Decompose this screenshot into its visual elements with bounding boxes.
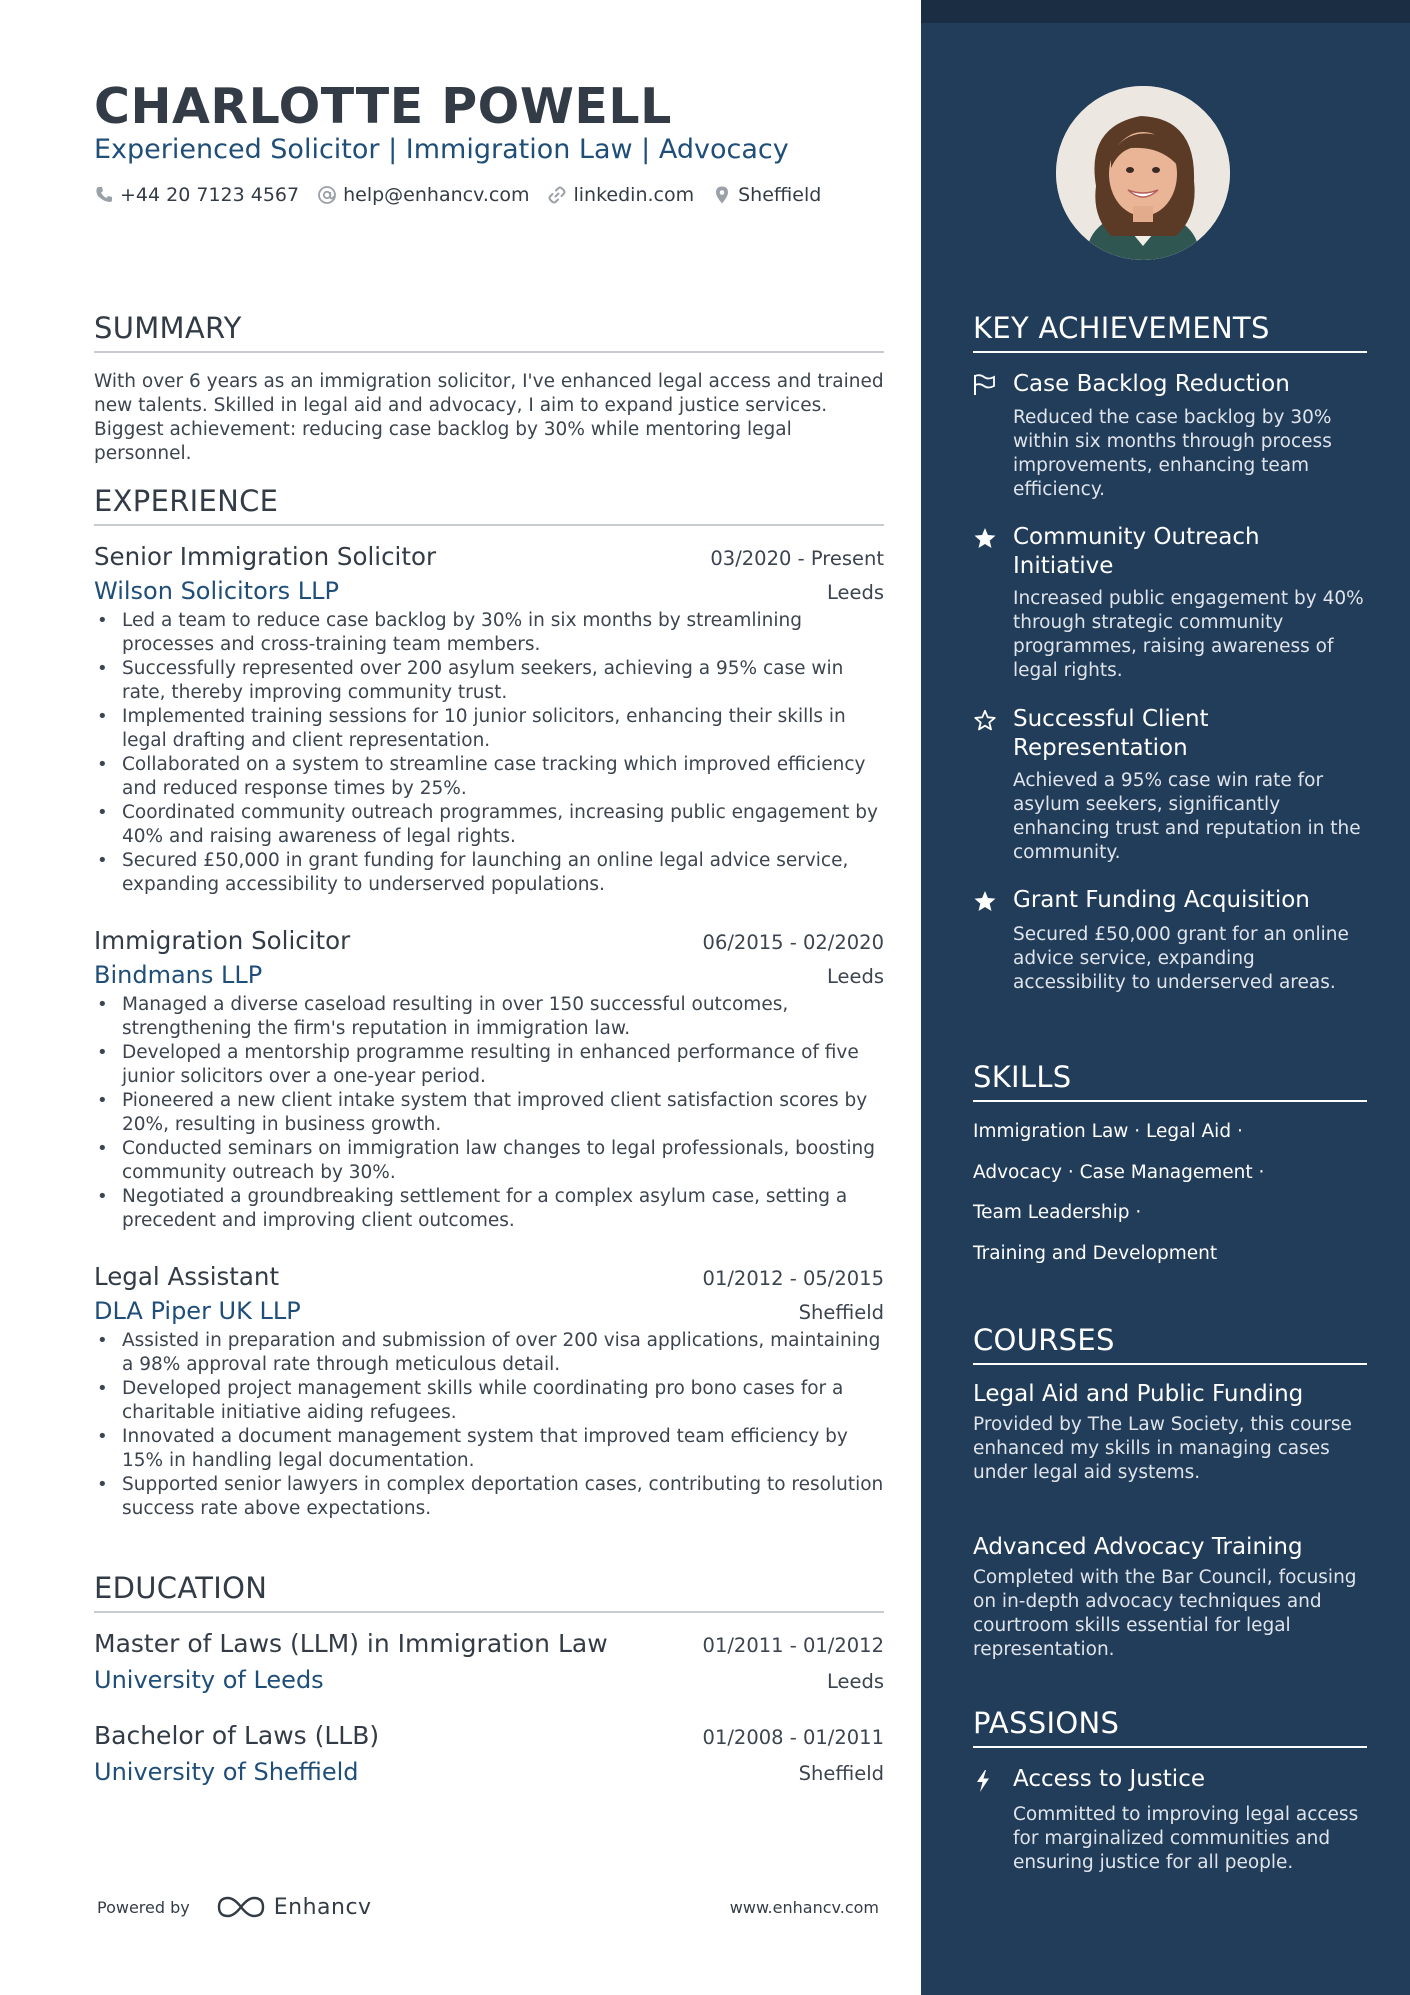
location-pin-icon (712, 185, 732, 205)
course-title: Legal Aid and Public Funding (973, 1381, 1304, 1407)
education-heading: EDUCATION (94, 1571, 884, 1613)
edu-dates: 01/2011 - 01/2012 (702, 1634, 884, 1657)
passion-title: Access to Justice (1013, 1766, 1205, 1792)
job-bullet: • Managed a diverse caseload resulting in over 150 successful outcomes, strengthening the firm's reputation in immigration law. (94, 993, 884, 1041)
contact-linkedin[interactable] (547, 184, 694, 206)
job-bullet: • Collaborated on a system to streamline case tracking which improved efficiency and reduced response times by 25%. (94, 753, 884, 801)
job-bullet: • Conducted seminars on immigration law changes to legal professionals, boosting community outreach by 30%. (94, 1137, 884, 1185)
experience-heading: EXPERIENCE (94, 484, 884, 526)
star-outline-icon (973, 709, 997, 732)
sidebar-top-band (921, 0, 1410, 23)
job-bullets (94, 993, 884, 1233)
job-bullets (94, 1329, 884, 1521)
powered-by-label: Powered by (97, 1897, 190, 1917)
contact-location (712, 184, 821, 206)
job-bullet: • Coordinated community outreach programmes, increasing public engagement by 40% and raising awareness of legal rights. (94, 801, 884, 849)
skills-line: Team Leadership · (973, 1202, 1142, 1223)
job-bullet: • Developed a mentorship programme resulting in enhanced performance of five junior solicitors over a one-year period. (94, 1041, 884, 1089)
footer (97, 1894, 879, 1920)
job-bullets (94, 609, 884, 897)
edu-school: University of Leeds (94, 1666, 324, 1694)
candidate-title: Experienced Solicitor | Immigration Law | Advocacy (94, 134, 789, 165)
achievements-heading: KEY ACHIEVEMENTS (973, 311, 1367, 353)
skills-line: Immigration Law · Legal Aid · (973, 1121, 1243, 1142)
job-bullet: • Pioneered a new client intake system that improved client satisfaction scores by 20%, resulting in business growth. (94, 1089, 884, 1137)
education-entry (94, 1721, 884, 1786)
enhancv-logo-icon (216, 1894, 266, 1920)
achievement-title: Community Outreach Initiative (1013, 524, 1260, 579)
edu-school: University of Sheffield (94, 1758, 359, 1786)
job-entry (94, 926, 884, 1233)
course-desc: Completed with the Bar Council, focusing on in-depth advocacy techniques and courtroom skills essential for legal representation. (973, 1567, 1357, 1660)
job-role: Senior Immigration Solicitor (94, 542, 437, 571)
job-location: Leeds (826, 581, 884, 604)
skills-list (973, 1118, 1367, 1280)
summary-text: With over 6 years as an immigration solicitor, I've enhanced legal access and trained new talents. Skilled in legal aid and advocacy, I aim to expand justice services. Biggest achievement: reducing case backlog by 30% while mentoring legal personnel. (94, 371, 884, 464)
passion-desc: Committed to improving legal access for marginalized communities and ensuring justice for all people. (1013, 1804, 1359, 1873)
job-bullet: • Led a team to reduce case backlog by 30% in six months by streamlining processes and cross-training team members. (94, 609, 884, 657)
job-bullet: • Innovated a document management system that improved team efficiency by 15% in handling legal documentation. (94, 1425, 884, 1473)
edu-location: Leeds (826, 1670, 884, 1693)
job-company: Bindmans LLP (94, 961, 263, 989)
skills-heading: SKILLS (973, 1060, 1367, 1102)
job-bullet: • Developed project management skills while coordinating pro bono cases for a charitable initiative aiding refugees. (94, 1377, 884, 1425)
job-bullet: • Implemented training sessions for 10 junior solicitors, enhancing their skills in legal drafting and client representation. (94, 705, 884, 753)
location-text: Sheffield (738, 184, 822, 206)
job-dates: 01/2012 - 05/2015 (702, 1267, 884, 1290)
at-icon (317, 185, 337, 205)
job-company: Wilson Solicitors LLP (94, 577, 339, 605)
achievement-desc: Achieved a 95% case win rate for asylum seekers, significantly enhancing trust and reputation in the community. (1013, 770, 1361, 863)
education-entry (94, 1629, 884, 1694)
sidebar (921, 0, 1410, 1995)
achievement-item (973, 886, 1367, 995)
achievement-desc: Reduced the case backlog by 30% within six months through process improvements, enhancing team efficiency. (1013, 407, 1332, 500)
contact-email[interactable] (317, 184, 529, 206)
contact-bar (94, 184, 839, 206)
job-role: Legal Assistant (94, 1262, 280, 1291)
skills-line: Advocacy · Case Management · (973, 1161, 1265, 1183)
course-desc: Provided by The Law Society, this course enhanced my skills in managing cases under legal aid systems. (973, 1414, 1352, 1483)
course-title: Advanced Advocacy Training (973, 1534, 1303, 1560)
course-item (973, 1533, 1367, 1662)
star-filled-icon (973, 527, 997, 550)
achievement-title: Case Backlog Reduction (1013, 371, 1290, 397)
summary-heading: SUMMARY (94, 311, 884, 353)
course-item (973, 1380, 1367, 1485)
job-bullet: • Secured £50,000 in grant funding for launching an online legal advice service, expanding accessibility to underserved populations. (94, 849, 884, 897)
phone-icon (94, 185, 114, 205)
job-bullet: • Negotiated a groundbreaking settlement for a complex asylum case, setting a precedent and improving client outcomes. (94, 1185, 884, 1233)
job-bullet: • Assisted in preparation and submission of over 200 visa applications, maintaining a 98% approval rate through meticulous detail. (94, 1329, 884, 1377)
achievement-item (973, 523, 1367, 683)
profile-photo (1056, 86, 1230, 260)
linkedin-text: linkedin.com (573, 184, 695, 206)
job-entry (94, 1262, 884, 1521)
job-dates: 06/2015 - 02/2020 (702, 931, 884, 954)
achievement-title: Grant Funding Acquisition (1013, 887, 1310, 913)
job-company: DLA Piper UK LLP (94, 1297, 301, 1325)
phone-text: +44 20 7123 4567 (120, 184, 300, 206)
edu-dates: 01/2008 - 01/2011 (702, 1726, 884, 1749)
footer-website[interactable]: www.enhancv.com (729, 1897, 879, 1917)
job-dates: 03/2020 - Present (710, 547, 884, 570)
lightning-icon (973, 1769, 993, 1793)
brand-name: Enhancv (273, 1894, 372, 1920)
job-entry (94, 542, 884, 897)
link-icon (547, 185, 567, 205)
achievement-item (973, 370, 1367, 502)
passions-heading: PASSIONS (973, 1706, 1367, 1748)
email-text: help@enhancv.com (343, 184, 530, 206)
edu-degree: Master of Laws (LLM) in Immigration Law (94, 1629, 608, 1658)
flag-icon (973, 374, 997, 396)
job-bullet: • Successfully represented over 200 asylum seekers, achieving a 95% case win rate, thereby improving community trust. (94, 657, 884, 705)
skills-line: Training and Development (973, 1242, 1218, 1264)
job-role: Immigration Solicitor (94, 926, 351, 955)
edu-degree: Bachelor of Laws (LLB) (94, 1721, 380, 1750)
achievement-desc: Secured £50,000 grant for an online advice service, expanding accessibility to underserved areas. (1013, 924, 1349, 993)
avatar (1056, 86, 1230, 260)
job-bullet: • Supported senior lawyers in complex deportation cases, contributing to resolution success rate above expectations. (94, 1473, 884, 1521)
contact-phone[interactable] (94, 184, 299, 206)
courses-heading: COURSES (973, 1323, 1367, 1365)
passion-item (973, 1765, 1367, 1875)
powered-by[interactable] (97, 1894, 372, 1920)
achievement-title: Successful Client Representation (1013, 706, 1209, 761)
candidate-name: CHARLOTTE POWELL (94, 78, 672, 135)
job-location: Sheffield (798, 1301, 884, 1324)
star-filled-icon (973, 890, 997, 913)
edu-location: Sheffield (798, 1762, 884, 1785)
achievement-desc: Increased public engagement by 40% through strategic community programmes, raising awareness of legal rights. (1013, 588, 1364, 681)
achievement-item (973, 705, 1367, 865)
job-location: Leeds (826, 965, 884, 988)
